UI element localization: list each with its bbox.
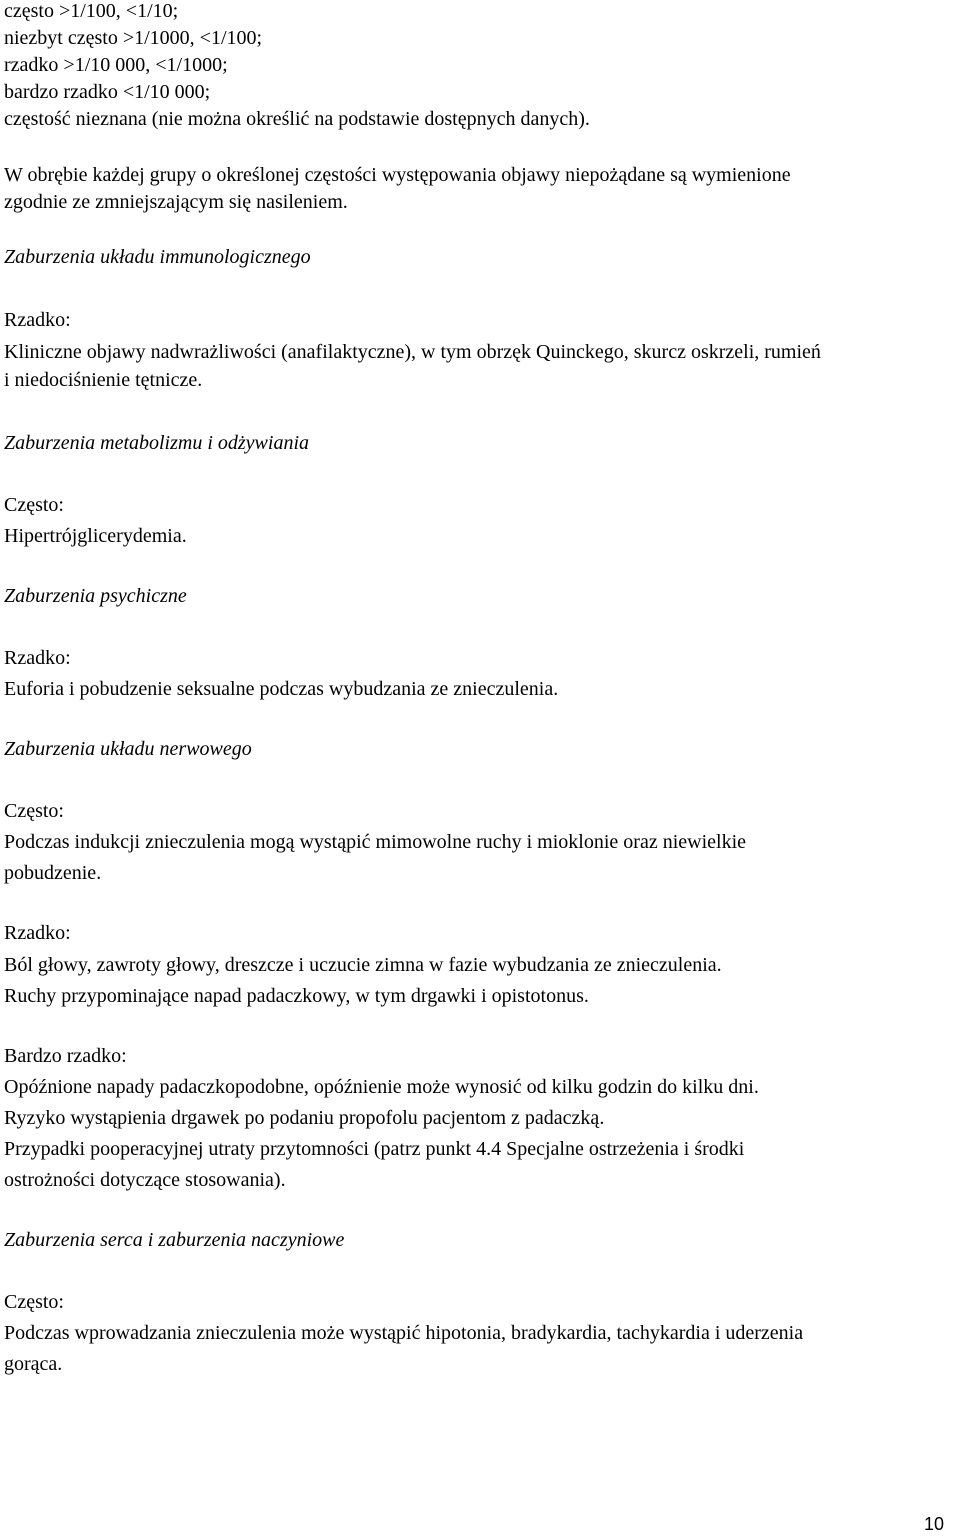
section-text-line: Ból głowy, zawroty głowy, dreszcze i uczucie zimna w fazie wybudzania ze znieczulenia. [4,954,722,976]
intro-paragraph-line: W obrębie każdej grupy o określonej częstości występowania objawy niepożądane są wymienione [4,164,791,186]
section-text-line: Ryzyko wystąpienia drgawek po podaniu propofolu pacjentom z padaczką. [4,1107,605,1129]
section-heading: Zaburzenia serca i zaburzenia naczyniowe [4,1229,345,1251]
section-text-line: i niedociśnienie tętnicze. [4,369,203,391]
section-heading: Zaburzenia układu nerwowego [4,738,252,760]
frequency-definition-line: rzadko >1/10 000, <1/1000; [4,54,228,76]
frequency-label: Często: [4,1291,64,1313]
section-text-line: Hipertrójglicerydemia. [4,525,187,547]
section-text-line: Kliniczne objawy nadwrażliwości (anafilaktyczne), w tym obrzęk Quinckego, skurcz oskrzeli, rumień [4,341,821,363]
section-text-line: Przypadki pooperacyjnej utraty przytomności (patrz punkt 4.4 Specjalne ostrzeżenia i środki [4,1138,745,1160]
section-text-line: Podczas indukcji znieczulenia mogą wystąpić mimowolne ruchy i mioklonie oraz niewielkie [4,831,747,853]
section-heading: Zaburzenia metabolizmu i odżywiania [4,432,310,454]
section-text-line: Opóźnione napady padaczkopodobne, opóźnienie może wynosić od kilku godzin do kilku dni. [4,1076,759,1098]
frequency-definition-line: niezbyt często >1/1000, <1/100; [4,27,263,49]
frequency-label: Często: [4,800,64,822]
page-number: 10 [923,1514,944,1534]
section-text-line: pobudzenie. [4,862,102,884]
frequency-label: Często: [4,494,64,516]
frequency-label: Bardzo rzadko: [4,1045,127,1067]
section-heading: Zaburzenia układu immunologicznego [4,246,311,268]
section-text-line: Podczas wprowadzania znieczulenia może wystąpić hipotonia, bradykardia, tachykardia i uderzenia [4,1322,804,1344]
section-text-line: Ruchy przypominające napad padaczkowy, w tym drgawki i opistotonus. [4,985,589,1007]
section-heading: Zaburzenia psychiczne [4,585,187,607]
frequency-definition-line: często >1/100, <1/10; [4,0,179,22]
frequency-label: Rzadko: [4,309,71,331]
frequency-definition-line: bardzo rzadko <1/10 000; [4,81,211,103]
frequency-label: Rzadko: [4,922,71,944]
section-text-line: ostrożności dotyczące stosowania). [4,1169,286,1191]
frequency-definition-line: częstość nieznana (nie można określić na podstawie dostępnych danych). [4,108,590,130]
frequency-label: Rzadko: [4,647,71,669]
section-text-line: Euforia i pobudzenie seksualne podczas wybudzania ze znieczulenia. [4,678,559,700]
intro-paragraph-line: zgodnie ze zmniejszającym się nasileniem. [4,191,348,213]
section-text-line: gorąca. [4,1353,63,1375]
